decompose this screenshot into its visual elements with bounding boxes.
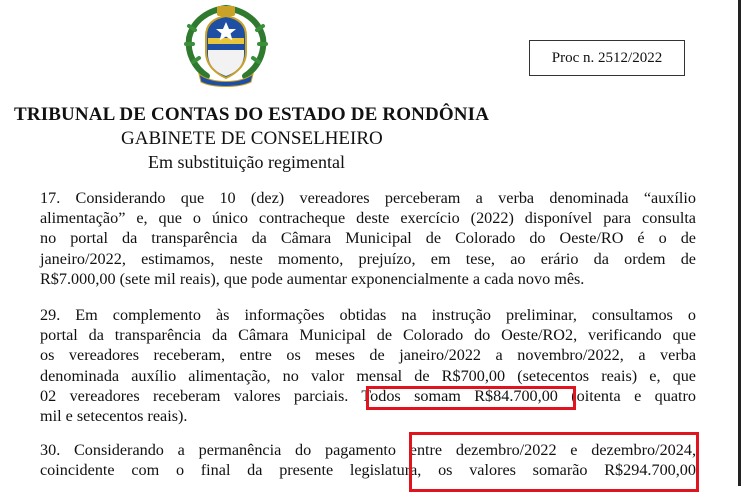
process-number: Proc n. 2512/2022	[551, 49, 663, 66]
coat-of-arms-emblem	[181, 4, 271, 88]
paragraph-line: R$7.000,00 (sete mil reais), que pode aumentar exponencialmente a cada novo mês.	[40, 269, 585, 288]
paragraph-line: 29. Em complemento às informações obtidas na instrução preliminar, consultamos o	[40, 306, 696, 324]
paragraph-line: janeiro/2022, estimamos, neste momento, prejuízo, em tese, ao erário da ordem de	[40, 249, 696, 268]
office-heading: GABINETE DE CONSELHEIRO	[121, 128, 383, 149]
paragraph-line: portal da transparência da Câmara Municipal de Colorado do Oeste/RO2, verificando que	[40, 326, 696, 345]
court-name-heading: TRIBUNAL DE CONTAS DO ESTADO DE RONDÔNIA	[14, 104, 490, 125]
process-number-box	[529, 40, 685, 76]
paragraph-line: os vereadores receberam, entre os meses de janeiro/2022 a novembro/2022, a verba	[40, 346, 696, 365]
substitution-heading: Em substituição regimental	[148, 152, 345, 172]
paragraph-line: 17. Considerando que 10 (dez) vereadores perceberam a verba denominada “auxílio	[40, 189, 696, 207]
paragraph-line: mil e setecentos reais).	[40, 407, 188, 426]
highlight-box-period	[409, 432, 699, 492]
paragraph-line: denominada auxílio alimentação, no valor mensal de R$700,00 (setecentos reais) e, que	[40, 366, 696, 385]
highlight-box-total	[366, 386, 576, 410]
paragraph-line: 30. Considerando a permanência do pagamento entre dezembro/2022 e dezembro/2024,	[40, 441, 696, 459]
paragraph-line: 02 vereadores receberam valores parciais. Todos somam R$84.700,00 (oitenta e quatro	[40, 386, 696, 405]
paragraph-17	[40, 188, 696, 289]
paragraph-line: coincidente com o final da presente legislatura, os valores somarão R$294.700,00	[40, 461, 696, 480]
paragraph-line: alimentação” e, que o único contracheque deste exercício (2022) disponível para consulta	[40, 209, 696, 228]
paragraph-line: no portal da transparência da Câmara Municipal de Colorado do Oeste/RO é o de	[40, 229, 696, 248]
